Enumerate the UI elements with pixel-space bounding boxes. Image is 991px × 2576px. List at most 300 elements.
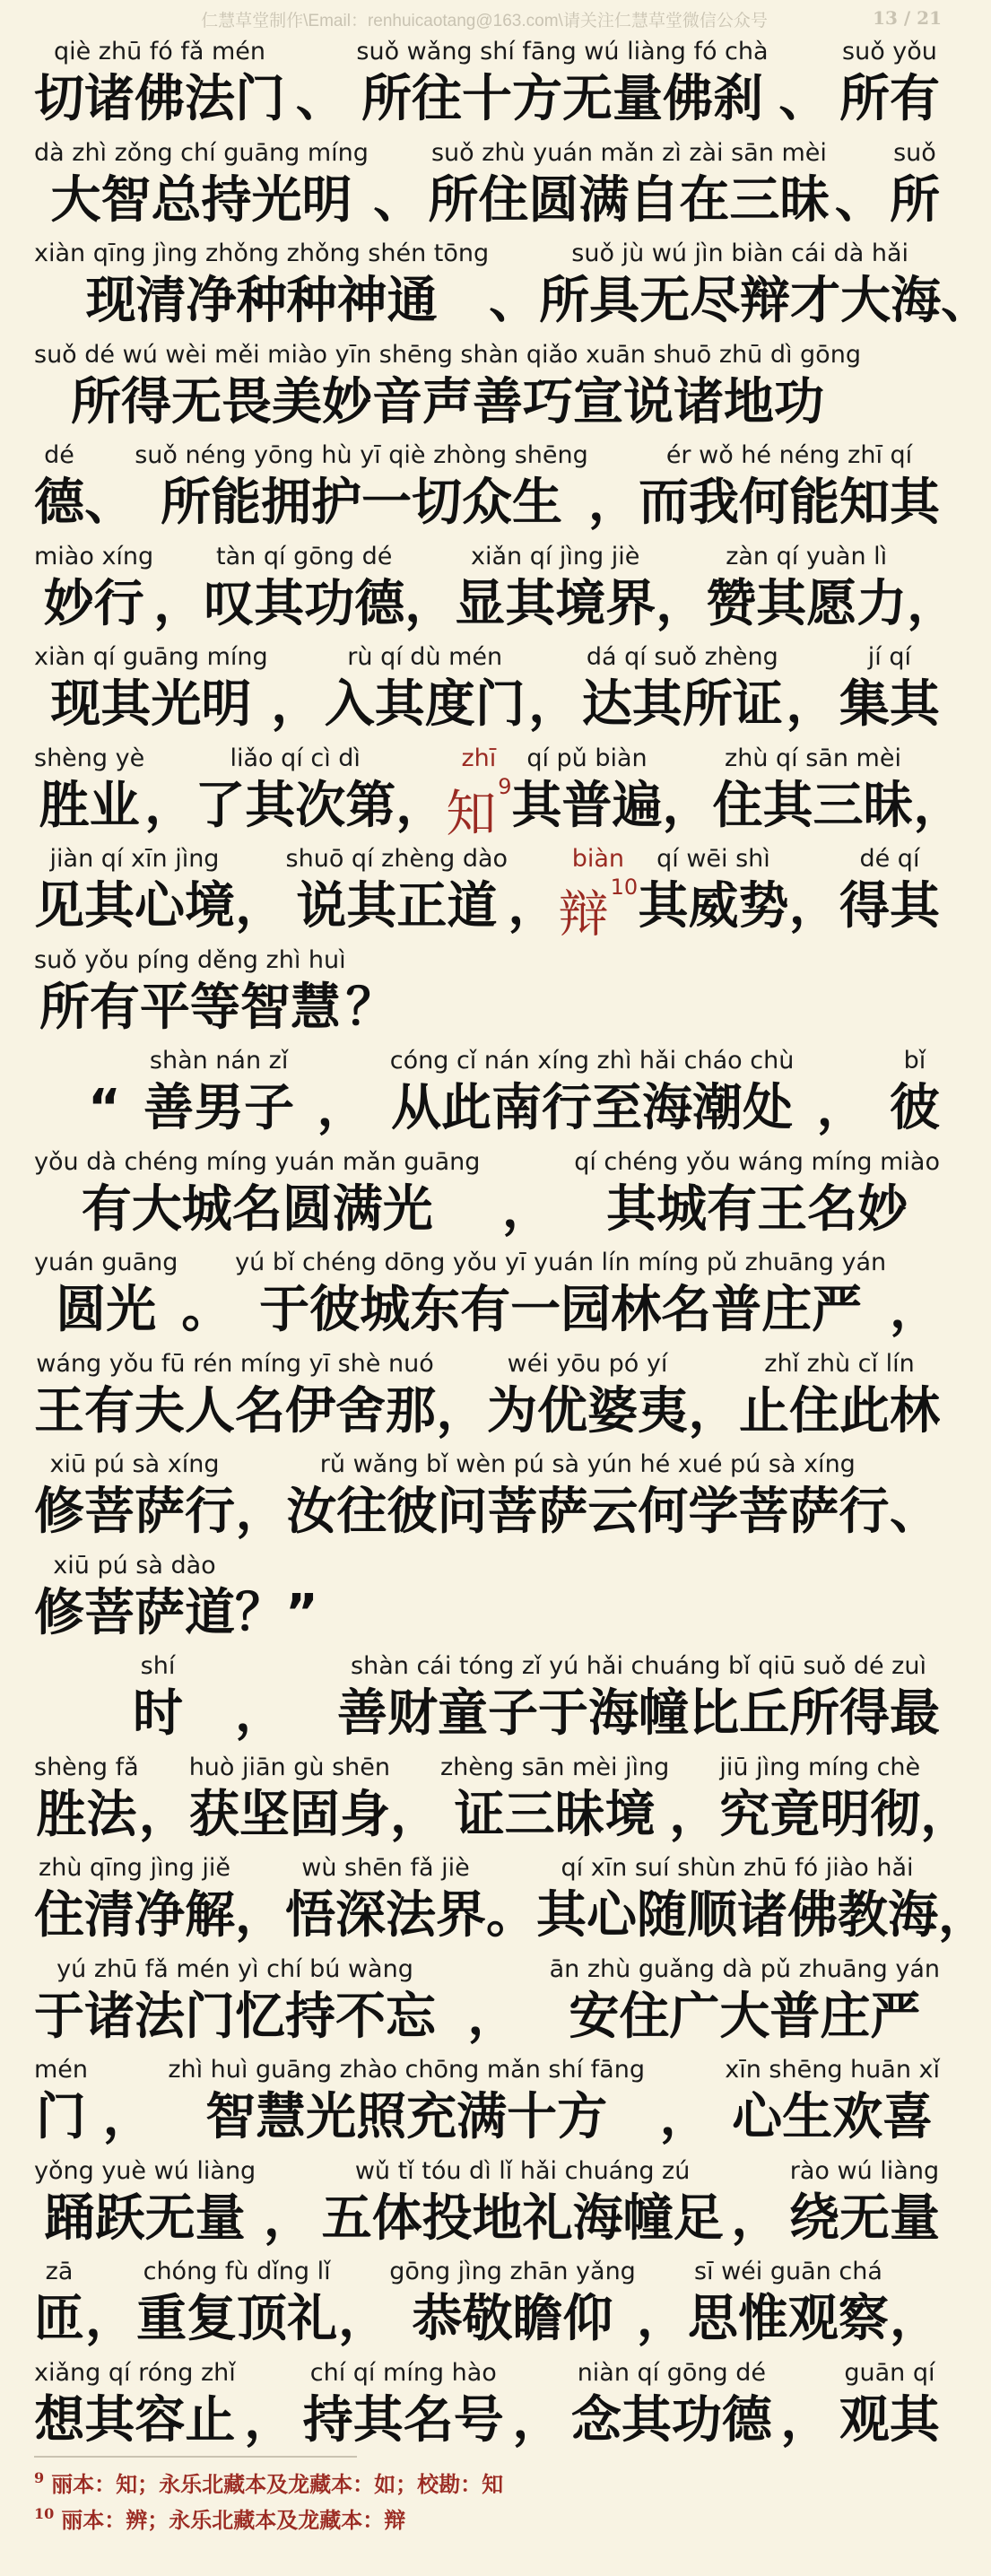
pinyin: zhǐ zhù cǐ lín	[764, 1349, 915, 1378]
text-segment	[404, 541, 455, 642]
text-segment	[88, 1045, 121, 1146]
text-segment	[489, 238, 539, 339]
text-segment	[550, 1954, 940, 2055]
hanzi: ，	[102, 2088, 153, 2146]
text-segment	[786, 641, 836, 743]
text-segment	[189, 1752, 390, 1853]
hanzi: 绕无量	[788, 2189, 940, 2248]
text-segment	[346, 944, 396, 1046]
text-segment	[637, 2256, 687, 2357]
footnote-item	[34, 2467, 931, 2502]
hanzi: 彼	[889, 1079, 940, 1137]
hanzi: ，	[244, 2390, 295, 2450]
text-segment	[914, 743, 964, 844]
pinyin: qí pǔ biàn	[526, 744, 648, 772]
text-segment	[34, 843, 235, 944]
text-segment	[34, 1550, 235, 1651]
hanzi: 知$^9$	[446, 773, 512, 844]
hanzi: 证三昧境	[454, 1785, 656, 1844]
text-segment	[539, 238, 941, 339]
pinyin: liǎo qí cì dì	[230, 744, 361, 772]
hanzi: 所具无尽辩才大海	[539, 272, 942, 330]
text-line	[34, 944, 940, 1046]
pinyin: ān zhù guǎng dà pǔ zhuāng yán	[549, 1954, 940, 1983]
text-segment	[890, 1449, 940, 1550]
pinyin: suǒ zhù yuán mǎn zì zài sān mèi	[430, 138, 827, 167]
text-segment	[437, 1348, 487, 1449]
text-segment	[181, 1247, 231, 1348]
pinyin: xiàn qí guāng míng	[34, 643, 268, 671]
hanzi: 得其	[839, 877, 940, 936]
pinyin: dé qí	[859, 845, 920, 873]
pinyin: suǒ yǒu	[842, 38, 937, 65]
text-segment	[639, 439, 940, 541]
annotated-character	[446, 743, 511, 844]
text-segment	[739, 1348, 940, 1449]
text-segment	[135, 439, 588, 541]
pinyin: yú bǐ chéng dōng yǒu yī yuán lín míng pǔ zhuāng yán	[235, 1249, 887, 1276]
pinyin: yuán guāng	[34, 1249, 178, 1276]
hanzi: 了其次第	[195, 776, 396, 835]
hanzi: 赞其愿力	[706, 574, 908, 633]
hanzi: 汝往彼问菩萨云何学菩萨行	[286, 1483, 890, 1541]
hanzi: ，	[153, 574, 204, 633]
pinyin: yú zhū fǎ mén yì chí bú wàng	[57, 1954, 413, 1983]
text-segment	[235, 1550, 318, 1651]
text-segment	[396, 743, 446, 844]
hanzi: ，	[913, 776, 964, 835]
hanzi: 其心随顺诸佛教海	[536, 1886, 938, 1945]
text-segment	[663, 743, 713, 844]
text-segment	[34, 2054, 88, 2155]
pinyin: qí chéng yǒu wáng míng miào	[574, 1147, 940, 1176]
text-segment	[325, 641, 526, 743]
pinyin: shèng yè	[34, 744, 145, 772]
text-segment	[136, 2256, 337, 2357]
pinyin: wáng yǒu fū rén míng yī shè nuó	[36, 1349, 434, 1378]
text-line	[34, 238, 991, 339]
text-segment	[338, 2256, 388, 2357]
text-segment	[235, 1247, 886, 1348]
pinyin: zhù qí sān mèi	[725, 744, 901, 772]
text-line	[34, 1550, 940, 1651]
footnote-ref[interactable]: 9	[498, 773, 512, 799]
text-segment	[373, 137, 423, 239]
hanzi: 见其心境	[34, 877, 235, 936]
hanzi: 而我何能知其	[639, 474, 940, 532]
hanzi: 其普遍	[511, 776, 663, 835]
text-segment	[789, 843, 839, 944]
hanzi: 达其所证	[581, 675, 783, 734]
pinyin: shàn cái tóng zǐ yú hǎi chuáng bǐ qiū suǒ dé zuì	[351, 1652, 926, 1680]
hanzi: 胜法	[36, 1785, 137, 1844]
text-segment	[317, 1045, 367, 1146]
hanzi: ，	[731, 2189, 782, 2248]
hanzi: ，	[788, 877, 839, 936]
text-segment	[920, 1752, 970, 1853]
hanzi: ，	[816, 1079, 867, 1137]
text-line	[34, 439, 940, 541]
text-segment	[512, 2357, 562, 2459]
text-segment	[582, 641, 783, 743]
pinyin: shèng fǎ	[34, 1753, 139, 1781]
hanzi: ，	[780, 2390, 831, 2450]
pinyin: biàn	[571, 845, 625, 873]
pinyin: xiū pú sà dào	[53, 1551, 216, 1580]
hanzi: 辩$^{10}$	[558, 875, 639, 944]
pinyin: xiǎng qí róng zhǐ	[34, 2358, 236, 2387]
hanzi: 持其名号	[302, 2390, 504, 2450]
hanzi: 所能拥护一切众生	[161, 474, 562, 532]
text-segment	[941, 238, 991, 339]
pinyin: chí qí míng hào	[309, 2358, 497, 2387]
hanzi: ，	[508, 877, 559, 936]
hanzi: 入其度门	[324, 675, 526, 734]
pinyin: shuō qí zhèng dào	[285, 845, 509, 873]
hanzi: 现其光明	[50, 675, 252, 734]
hanzi: 从此南行至海潮处	[391, 1079, 794, 1137]
hanzi: ，	[338, 2290, 389, 2348]
pinyin: guān qí	[844, 2358, 935, 2387]
hanzi: ，	[786, 675, 837, 734]
hanzi: ，	[659, 2088, 710, 2146]
text-segment	[285, 1852, 486, 1954]
hanzi: 于诸法门忆持不忘	[34, 1987, 436, 2046]
text-segment	[719, 1752, 920, 1853]
footnote-ref[interactable]: 10	[610, 875, 639, 900]
text-segment	[467, 1954, 517, 2055]
text-line	[34, 2256, 940, 2357]
hanzi: 观其	[839, 2390, 940, 2450]
hanzi: ，	[656, 574, 707, 633]
hanzi: 、	[489, 272, 540, 330]
hanzi: 说其正道	[296, 877, 498, 936]
pinyin: wǔ tǐ tóu dì lǐ hǎi chuáng zú	[354, 2156, 691, 2185]
text-segment	[486, 1852, 536, 1954]
text-segment	[34, 137, 369, 239]
text-segment	[34, 541, 153, 642]
text-segment	[144, 743, 195, 844]
text-line	[34, 2357, 940, 2459]
pinyin: xiū pú sà xíng	[49, 1450, 220, 1478]
hanzi: 时	[133, 1684, 183, 1743]
pinyin: shàn nán zǐ	[149, 1047, 289, 1075]
hanzi: 有大城名圆满光	[81, 1179, 433, 1239]
hanzi: 修菩萨行	[34, 1483, 235, 1541]
text-segment	[34, 339, 861, 440]
hanzi: 其城有王名妙	[606, 1179, 908, 1239]
pinyin: rǔ wǎng bǐ wèn pú sà yún hé xué pú sà xíng	[319, 1450, 856, 1478]
pinyin: miào xíng	[34, 542, 154, 570]
page-number: 13 / 21	[873, 7, 942, 29]
text-segment	[502, 1146, 552, 1248]
hanzi: 心生欢喜	[732, 2088, 934, 2146]
text-segment	[731, 2155, 781, 2257]
footnote-text: 丽本：辨；永乐北藏本及龙藏本：辩	[61, 2507, 406, 2533]
hanzi: 、	[373, 170, 424, 230]
text-segment	[337, 1650, 940, 1752]
hanzi: 妙行	[43, 574, 144, 633]
text-segment	[322, 2155, 724, 2257]
hanzi: ，	[501, 1179, 552, 1239]
hanzi: ，	[396, 776, 447, 835]
hanzi: ，	[636, 2290, 687, 2348]
pinyin: niàn qí gōng dé	[577, 2358, 767, 2387]
pinyin: rào wú liàng	[789, 2156, 940, 2185]
hanzi: 悟深法界	[285, 1886, 486, 1945]
text-line	[34, 1348, 940, 1449]
hanzi: 德	[34, 474, 84, 532]
text-line	[34, 843, 940, 944]
text-segment	[84, 439, 135, 541]
text-segment	[890, 1247, 940, 1348]
footnote-number: 10	[34, 2505, 55, 2522]
hanzi: 所有平等智慧	[39, 978, 341, 1037]
pinyin: wù shēn fǎ jiè	[301, 1854, 470, 1882]
text-line	[34, 137, 940, 239]
sutra-text	[34, 36, 991, 2458]
hanzi: ，	[144, 776, 196, 835]
pinyin: zhù qīng jìng jiě	[39, 1854, 230, 1882]
pinyin: qiè zhū fó fǎ mén	[53, 38, 266, 65]
hanzi: 安住广大普庄严	[569, 1987, 921, 2046]
hanzi: 其威势	[638, 877, 789, 936]
pinyin: cóng cǐ nán xíng zhì hǎi cháo chù	[389, 1047, 795, 1075]
pinyin: jiū jìng míng chè	[719, 1753, 921, 1781]
text-segment	[390, 1045, 795, 1146]
hanzi: 踊跃无量	[44, 2189, 246, 2248]
pinyin: mén	[34, 2056, 89, 2084]
hanzi: 住其三昧	[712, 776, 914, 835]
header-watermark: 仁慧草堂制作\Email：renhuicaotang@163.com\请关注仁慧草堂微信公众号	[201, 12, 768, 30]
text-segment	[296, 36, 346, 137]
text-segment	[34, 1954, 436, 2055]
hanzi: 为优婆夷	[487, 1381, 688, 1440]
pinyin: dà zhì zǒng chí guāng míng	[34, 138, 369, 167]
text-segment	[139, 1752, 189, 1853]
pinyin: dá qí suǒ zhèng	[586, 643, 778, 671]
text-segment	[303, 2357, 504, 2459]
text-line	[34, 641, 940, 743]
hanzi: 善财童子于海幢比丘所得最	[337, 1684, 940, 1743]
hanzi: 显其境界	[455, 574, 656, 633]
text-line	[34, 1852, 988, 1954]
text-line	[34, 339, 940, 440]
pinyin: zhī	[461, 744, 497, 772]
text-segment	[725, 2054, 940, 2155]
text-line	[34, 1146, 940, 1248]
text-segment	[638, 843, 788, 944]
pinyin: suǒ	[893, 138, 936, 167]
pinyin: xiǎn qí jìng jiè	[470, 542, 640, 570]
text-segment	[428, 137, 830, 239]
hanzi: 重复顶礼	[136, 2290, 338, 2348]
hanzi: 切诸佛法门	[34, 70, 285, 128]
hanzi: 所往十方无量佛刹	[361, 70, 763, 128]
text-segment	[153, 541, 204, 642]
text-segment	[536, 1852, 938, 1954]
pinyin: qí wēi shì	[656, 845, 770, 873]
pinyin: dé	[44, 441, 74, 469]
text-segment	[34, 1146, 480, 1248]
footnote-item	[34, 2502, 931, 2538]
text-segment	[778, 36, 829, 137]
hanzi: 、	[834, 170, 885, 230]
hanzi: 善男子	[143, 1079, 295, 1137]
hanzi: ，	[662, 776, 713, 835]
text-segment	[706, 541, 907, 642]
text-segment	[244, 2357, 294, 2459]
hanzi: 集其	[839, 675, 940, 734]
pinyin: qí xīn suí shùn zhū fó jiào hǎi	[561, 1854, 914, 1882]
text-segment	[660, 2054, 710, 2155]
pinyin: bǐ	[903, 1047, 926, 1075]
hanzi: 胜业	[39, 776, 140, 835]
text-segment	[34, 944, 346, 1046]
hanzi: 住清净解	[34, 1886, 235, 1945]
text-segment	[389, 2256, 636, 2357]
text-segment	[789, 2155, 940, 2257]
hanzi: 于彼城东有一园林名普庄严	[259, 1281, 863, 1339]
hanzi: 所	[889, 170, 940, 230]
hanzi: 念其功德	[570, 2390, 772, 2450]
hanzi: ，	[587, 474, 639, 532]
hanzi: ，	[235, 1483, 286, 1541]
text-segment	[839, 36, 940, 137]
text-segment	[133, 1650, 183, 1752]
hanzi: 叹其功德	[204, 574, 405, 633]
hanzi: ，	[889, 2290, 940, 2348]
hanzi: 五体投地礼海幢足	[321, 2189, 724, 2248]
text-segment	[34, 743, 144, 844]
pinyin: suǒ yǒu píng děng zhì huì	[34, 945, 346, 974]
hanzi: 、	[778, 70, 830, 128]
hanzi: 、	[941, 272, 991, 330]
text-segment	[512, 743, 663, 844]
text-segment	[440, 1752, 669, 1853]
text-segment	[817, 1045, 867, 1146]
text-segment	[356, 36, 768, 137]
hanzi: 现清净种种神通	[85, 272, 438, 330]
text-segment	[85, 2256, 135, 2357]
hanzi: 所有	[839, 70, 940, 128]
hanzi: 所住圆满自在三昧	[428, 170, 830, 230]
hanzi: ，	[938, 1886, 988, 1945]
pinyin: wéi yōu pó yí	[507, 1349, 668, 1378]
text-segment	[236, 1449, 286, 1550]
text-segment	[890, 137, 940, 239]
hanzi: ，	[390, 1785, 440, 1844]
text-segment	[143, 1045, 294, 1146]
pinyin: yǒu dà chéng míng yuán mǎn guāng	[34, 1147, 481, 1176]
pinyin: suǒ néng yōng hù yī qiè zhòng shēng	[135, 441, 588, 469]
text-line	[34, 1449, 940, 1550]
pinyin: tàn qí gōng dé	[216, 542, 393, 570]
hanzi: 想其容止	[34, 2390, 236, 2450]
hanzi: 门	[36, 2088, 87, 2146]
text-segment	[34, 1247, 178, 1348]
text-segment	[455, 541, 656, 642]
pinyin: suǒ jù wú jìn biàn cái dà hǎi	[571, 239, 909, 267]
hanzi: ，	[907, 574, 958, 633]
hanzi: 智慧光照充满十方	[205, 2088, 608, 2146]
pinyin: suǒ wǎng shí fāng wú liàng fó chà	[356, 38, 769, 65]
hanzi: 止住此林	[739, 1381, 940, 1440]
pinyin: huò jiān gù shēn	[188, 1753, 390, 1781]
text-line	[34, 1650, 940, 1752]
pinyin: jiàn qí xīn jìng	[49, 845, 220, 873]
text-segment	[528, 641, 578, 743]
hanzi: 恭敬瞻仰	[412, 2290, 613, 2348]
hanzi: ，	[235, 877, 286, 936]
text-segment	[168, 2054, 645, 2155]
hanzi: ，	[669, 1785, 720, 1844]
text-line	[34, 1954, 940, 2055]
text-segment	[235, 1650, 285, 1752]
pinyin: zhèng sān mèi jìng	[440, 1753, 670, 1781]
hanzi: ，	[889, 1281, 940, 1339]
hanzi: 。	[486, 1886, 536, 1945]
text-segment	[103, 2054, 153, 2155]
pinyin: shí	[140, 1652, 176, 1680]
text-segment	[235, 843, 285, 944]
text-segment	[264, 2155, 314, 2257]
text-segment	[839, 2357, 940, 2459]
text-segment	[688, 2256, 889, 2357]
text-segment	[34, 1348, 436, 1449]
pinyin: suǒ dé wú wèi měi miào yīn shēng shàn qiǎo xuān shuō zhū dì gōng	[34, 340, 861, 369]
text-line	[34, 1045, 940, 1146]
pinyin: rù qí dù mén	[347, 643, 503, 671]
pinyin: zàn qí yuàn lì	[726, 542, 888, 570]
text-segment	[390, 1752, 440, 1853]
footnotes	[34, 2467, 931, 2538]
hanzi: ，	[235, 1886, 285, 1945]
text-segment	[689, 1348, 739, 1449]
pinyin: gōng jìng zhān yǎng	[389, 2258, 636, 2285]
hanzi: 思惟观察	[687, 2290, 889, 2348]
text-line	[34, 1752, 971, 1853]
text-segment	[890, 2256, 940, 2357]
text-segment	[34, 1752, 139, 1853]
text-segment	[938, 1852, 988, 1954]
text-segment	[835, 137, 885, 239]
pinyin: sī wéi guān chá	[693, 2258, 882, 2285]
text-line	[34, 743, 964, 844]
pinyin: yǒng yuè wú liàng	[34, 2156, 256, 2185]
pinyin: zā	[45, 2258, 74, 2285]
text-segment	[574, 1146, 940, 1248]
footnote-text: 丽本：知；永乐北藏本及龙藏本：如；校勘：知	[51, 2471, 504, 2497]
text-segment	[34, 2256, 84, 2357]
text-segment	[34, 2155, 256, 2257]
text-segment	[34, 641, 268, 743]
hanzi: 所得无畏美妙音声善巧宣说诸地功	[70, 372, 824, 431]
hanzi: ，	[920, 1785, 971, 1844]
text-segment	[839, 641, 940, 743]
text-line	[34, 1247, 940, 1348]
hanzi: ，	[688, 1381, 739, 1440]
pinyin: jí qí	[867, 643, 912, 671]
hanzi: ，	[512, 2390, 563, 2450]
pinyin: zhì huì guāng zhào chōng mǎn shí fāng	[168, 2056, 645, 2084]
hanzi: 。	[181, 1281, 232, 1339]
hanzi: 圆光	[56, 1281, 157, 1339]
pinyin: xiàn qīng jìng zhǒng zhǒng shén tōng	[34, 239, 490, 267]
text-line	[34, 2054, 940, 2155]
text-segment	[890, 1045, 940, 1146]
hanzi: ，	[263, 2189, 314, 2248]
